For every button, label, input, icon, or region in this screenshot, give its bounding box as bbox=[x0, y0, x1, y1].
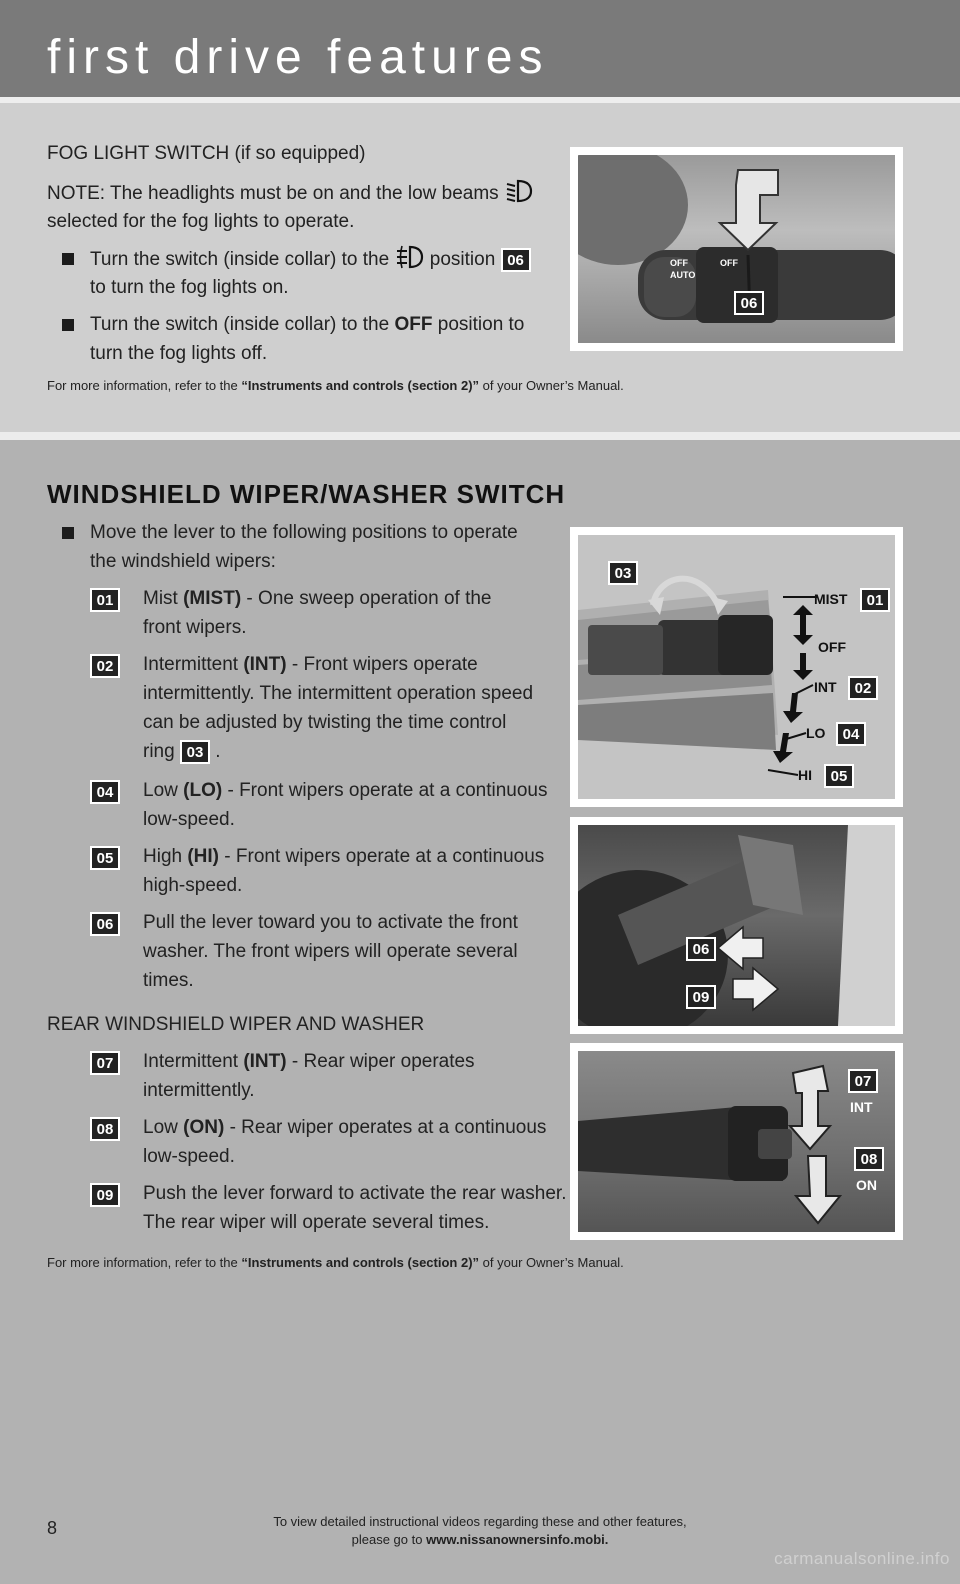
wiper-item-int bbox=[143, 650, 478, 679]
rear-on-label: ON bbox=[856, 1177, 877, 1193]
rear-item-on bbox=[143, 1113, 546, 1142]
wiper-item-int-line4: ring 03 . bbox=[143, 741, 221, 762]
rear-item-on-line2: low-speed. bbox=[143, 1146, 235, 1167]
bullet-icon bbox=[62, 527, 74, 539]
photo-lo-badge: 04 bbox=[836, 722, 866, 746]
fog-note-text: NOTE: The headlights must be on and the low beams bbox=[47, 183, 499, 204]
photo-off-label: OFF bbox=[670, 258, 688, 268]
item-text: - Rear wiper operates bbox=[286, 1051, 475, 1072]
hi-position-label: HI bbox=[798, 767, 812, 783]
item-code: (INT) bbox=[243, 1051, 287, 1072]
wiper-item-lo-line2: low-speed. bbox=[143, 809, 235, 830]
wiper-more-info bbox=[47, 1254, 624, 1272]
photo-rear-on-badge: 08 bbox=[854, 1147, 884, 1171]
item-text: - Front wipers operate at a continuous bbox=[222, 780, 548, 801]
photo-mist-badge: 01 bbox=[860, 588, 890, 612]
item-code: (INT) bbox=[243, 654, 287, 675]
wiper-item-washer-line1: Pull the lever toward you to activate the front bbox=[143, 912, 518, 933]
fog-bullet1-line2: to turn the fog lights on. bbox=[90, 277, 289, 298]
wiper-positions-photo bbox=[570, 527, 903, 807]
rear-wiper-title: REAR WINDSHIELD WIPER AND WASHER bbox=[47, 1014, 425, 1035]
footer-text bbox=[190, 1513, 770, 1549]
photo-int-badge: 02 bbox=[848, 676, 878, 700]
wiper-item-mist-line2: front wipers. bbox=[143, 617, 247, 638]
fog-bullet2-off: OFF bbox=[394, 314, 433, 335]
more-info-manual-section: “Instruments and controls (section 2)” bbox=[241, 378, 480, 393]
wiper-intro-line2: the windshield wipers: bbox=[90, 551, 276, 572]
int-badge: 02 bbox=[90, 654, 120, 678]
item-code: (ON) bbox=[183, 1117, 225, 1138]
item-text: ring bbox=[143, 741, 175, 762]
fog-bullet2 bbox=[90, 310, 524, 339]
page-title: first drive features bbox=[47, 31, 549, 84]
footer-prefix: please go to bbox=[351, 1532, 423, 1547]
item-text: - Rear wiper operates at a continuous bbox=[224, 1117, 547, 1138]
fog-bullet1 bbox=[90, 244, 531, 274]
item-text: Intermittent bbox=[143, 654, 244, 675]
wiper-item-int-line2: intermittently. The intermittent operation speed bbox=[143, 683, 534, 704]
lo-position-label: LO bbox=[806, 725, 826, 741]
more-info-prefix: For more information, refer to the bbox=[47, 378, 238, 393]
mist-badge: 01 bbox=[90, 588, 120, 612]
rear-on-badge: 08 bbox=[90, 1117, 120, 1141]
hi-badge: 05 bbox=[90, 846, 120, 870]
rear-washer-badge: 09 bbox=[90, 1183, 120, 1207]
low-beam-icon bbox=[504, 178, 534, 204]
watermark: carmanualsonline.info bbox=[774, 1549, 950, 1568]
fog-bullet1-position: position bbox=[429, 249, 496, 270]
photo-pull-badge: 06 bbox=[686, 937, 716, 961]
fog-position-badge: 06 bbox=[501, 248, 531, 272]
item-text: - Front wipers operate bbox=[286, 654, 478, 675]
washer-lever-illustration bbox=[578, 825, 895, 1026]
rear-item-washer-line2: The rear wiper will operate several times. bbox=[143, 1212, 490, 1233]
rear-int-badge: 07 bbox=[90, 1051, 120, 1075]
fog-title: FOG LIGHT SWITCH (if so equipped) bbox=[47, 143, 366, 164]
item-code: (HI) bbox=[187, 846, 220, 867]
item-text: Intermittent bbox=[143, 1051, 244, 1072]
rear-item-int bbox=[143, 1047, 475, 1076]
wiper-item-washer-line2: washer. The front wipers will operate several bbox=[143, 941, 518, 962]
washer-photo bbox=[570, 817, 903, 1034]
item-code: (MIST) bbox=[183, 588, 242, 609]
item-text: Low bbox=[143, 1117, 184, 1138]
photo-rear-int-badge: 07 bbox=[848, 1069, 878, 1093]
wiper-item-lo bbox=[143, 776, 547, 805]
item-code: (LO) bbox=[183, 780, 223, 801]
photo-auto-label: AUTO bbox=[670, 270, 696, 280]
section-divider bbox=[0, 432, 960, 440]
fog-light-icon bbox=[394, 244, 424, 270]
washer-front-badge: 06 bbox=[90, 912, 120, 936]
footer-line2 bbox=[190, 1531, 770, 1549]
photo-push-badge: 09 bbox=[686, 985, 716, 1009]
fog-switch-photo bbox=[570, 147, 903, 351]
photo-ring-badge: 03 bbox=[608, 561, 638, 585]
fog-bullet2-position: position to bbox=[437, 314, 525, 335]
fog-bullet1-text: Turn the switch (inside collar) to the bbox=[90, 249, 390, 270]
item-text: - One sweep operation of the bbox=[241, 588, 492, 609]
wiper-item-mist bbox=[143, 584, 491, 613]
lo-badge: 04 bbox=[90, 780, 120, 804]
photo-position-badge: 06 bbox=[734, 291, 764, 315]
wiper-item-hi bbox=[143, 842, 544, 871]
wiper-intro-line1: Move the lever to the following positions to operate bbox=[90, 522, 518, 543]
page-number: 8 bbox=[47, 1518, 58, 1538]
bullet-icon bbox=[62, 319, 74, 331]
rear-item-int-line2: intermittently. bbox=[143, 1080, 255, 1101]
more-info-suffix: of your Owner’s Manual. bbox=[482, 378, 624, 393]
fog-bullet2-line2: turn the fog lights off. bbox=[90, 343, 268, 364]
wiper-item-washer-line3: times. bbox=[143, 970, 194, 991]
fog-more-info bbox=[47, 377, 624, 395]
wiper-item-hi-line2: high-speed. bbox=[143, 875, 243, 896]
item-text: Low bbox=[143, 780, 184, 801]
footer-link[interactable]: www.nissanownersinfo.mobi. bbox=[426, 1532, 609, 1547]
item-text: High bbox=[143, 846, 188, 867]
rear-wiper-photo bbox=[570, 1043, 903, 1240]
item-text: - Front wipers operate at a continuous bbox=[219, 846, 545, 867]
fog-bullet2-text: Turn the switch (inside collar) to the bbox=[90, 314, 390, 335]
fog-note-line1 bbox=[47, 178, 534, 208]
fog-note-line2: selected for the fog lights to operate. bbox=[47, 211, 355, 232]
photo-hi-badge: 05 bbox=[824, 764, 854, 788]
wiper-item-int-line3: can be adjusted by twisting the time control bbox=[143, 712, 507, 733]
item-text: Mist bbox=[143, 588, 184, 609]
more-info-suffix: of your Owner’s Manual. bbox=[482, 1255, 624, 1270]
int-position-label: INT bbox=[814, 679, 837, 695]
page-header bbox=[0, 0, 960, 97]
wiper-heading: WINDSHIELD WIPER/WASHER SWITCH bbox=[47, 479, 566, 509]
off-position-label: OFF bbox=[818, 639, 846, 655]
photo-off-label: OFF bbox=[720, 258, 738, 268]
more-info-manual-section: “Instruments and controls (section 2)” bbox=[241, 1255, 480, 1270]
bullet-icon bbox=[62, 253, 74, 265]
footer-line1: To view detailed instructional videos regarding these and other features, bbox=[273, 1514, 687, 1529]
rear-int-label: INT bbox=[850, 1099, 873, 1115]
rear-item-washer-line1: Push the lever forward to activate the rear washer. bbox=[143, 1183, 567, 1204]
ring-badge: 03 bbox=[180, 740, 210, 764]
more-info-prefix: For more information, refer to the bbox=[47, 1255, 238, 1270]
mist-position-label: MIST bbox=[814, 591, 848, 607]
